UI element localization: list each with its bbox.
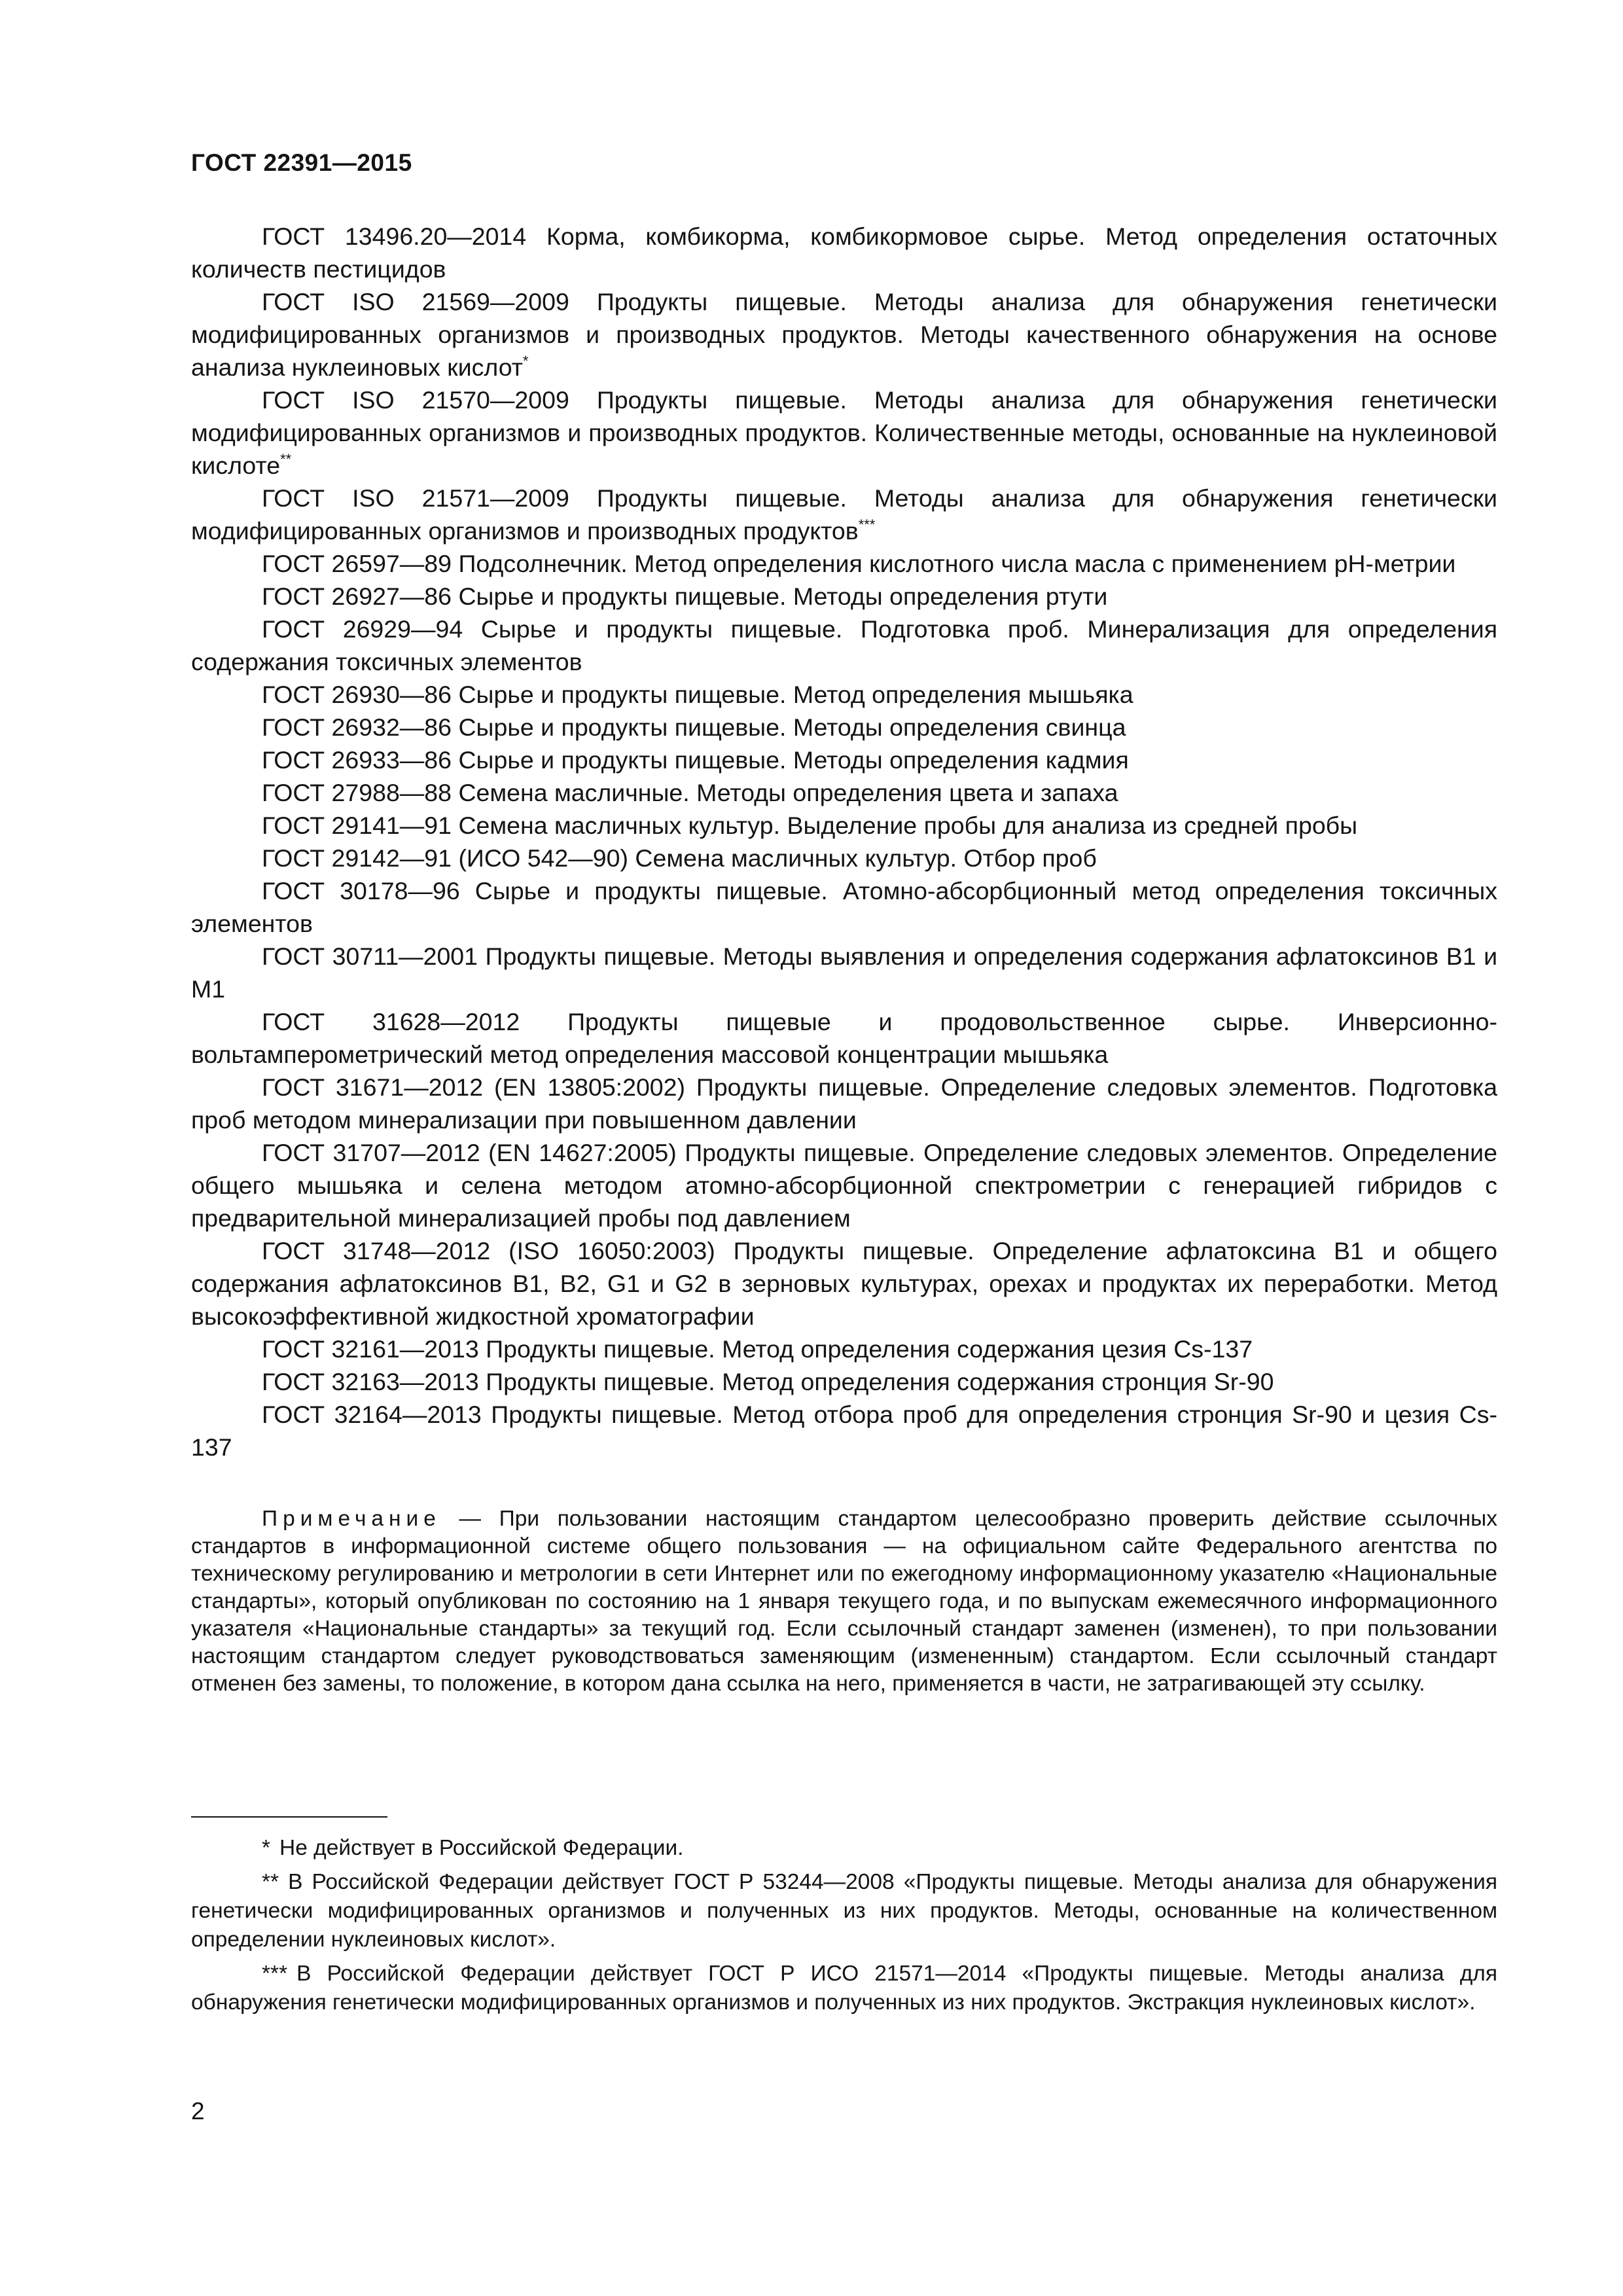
reference-item	[191, 1071, 1497, 1136]
reference-title: Сырье и продукты пищевые. Методы определения свинца	[458, 713, 1126, 741]
reference-code: ГОСТ 26597—89	[262, 550, 452, 577]
reference-title: Подсолнечник. Метод определения кислотного числа масла с применением рН-метрии	[458, 550, 1456, 577]
reference-code: ГОСТ 31748—2012 (ISO 16050:2003)	[262, 1237, 715, 1265]
reference-item	[191, 1398, 1497, 1463]
footnote-mark: ***	[262, 1962, 288, 1986]
reference-item	[191, 678, 1497, 711]
reference-title: Семена масличных культур. Отбор проб	[635, 844, 1097, 872]
reference-item	[191, 809, 1497, 842]
reference-item	[191, 384, 1497, 482]
reference-item	[191, 842, 1497, 874]
note-paragraph	[191, 1505, 1497, 1698]
reference-code: ГОСТ 13496.20—2014	[262, 223, 527, 250]
reference-title: Продукты пищевые. Определение следовых элементов. Определение общего мышьяка и селена методом атомно-абсорбционной спектрометрии с генерацией гибридов с предварительной минерализацией пробы под давлением	[191, 1139, 1497, 1232]
reference-item	[191, 1333, 1497, 1365]
reference-code: ГОСТ 31628—2012	[262, 1008, 520, 1035]
normative-references-list	[191, 220, 1497, 1463]
reference-code: ГОСТ 31671—2012 (EN 13805:2002)	[262, 1073, 686, 1101]
reference-title: Сырье и продукты пищевые. Методы определения кадмия	[458, 746, 1129, 774]
footnote-marker: *	[522, 353, 529, 369]
reference-title: Продукты пищевые. Методы анализа для обнаружения генетически модифицированных организмов и производных продуктов. Количественные методы, основанные на нуклеиновой кислоте	[191, 386, 1497, 479]
footnote-separator	[191, 1816, 387, 1818]
reference-item	[191, 744, 1497, 776]
reference-code: ГОСТ 32164—2013	[262, 1401, 482, 1428]
footnote-text: Не действует в Российской Федерации.	[279, 1836, 684, 1860]
footnote-mark: *	[262, 1836, 271, 1860]
reference-item	[191, 1136, 1497, 1234]
reference-code: ГОСТ ISO 21570—2009	[262, 386, 569, 414]
reference-code: ГОСТ 31707—2012 (EN 14627:2005)	[262, 1139, 677, 1166]
footnote-marker: **	[280, 451, 292, 467]
reference-item	[191, 711, 1497, 744]
reference-code: ГОСТ 26933—86	[262, 746, 452, 774]
reference-title: Продукты пищевые. Метод отбора проб для определения стронция Sr-90 и цезия Cs-137	[191, 1401, 1497, 1461]
note-label: Примечание	[262, 1507, 441, 1531]
reference-title: Продукты пищевые. Определение следовых элементов. Подготовка проб методом минерализации при повышенном давлении	[191, 1073, 1497, 1134]
reference-item	[191, 940, 1497, 1005]
page-header-doc-code: ГОСТ 22391—2015	[191, 149, 412, 176]
reference-item	[191, 580, 1497, 613]
reference-code: ГОСТ ISO 21571—2009	[262, 484, 569, 512]
reference-title: Сырье и продукты пищевые. Метод определения мышьяка	[458, 681, 1133, 708]
reference-title: Продукты пищевые. Определение афлатоксина В1 и общего содержания афлатоксинов В1, В2, G1 и G2 в зерновых культурах, орехах и продуктах их переработки. Метод высокоэффективной жидкостной хроматографии	[191, 1237, 1498, 1330]
reference-code: ГОСТ 32161—2013	[262, 1335, 479, 1363]
reference-code: ГОСТ 26929—94	[262, 615, 463, 643]
reference-title: Семена масличных культур. Выделение пробы для анализа из средней пробы	[458, 812, 1358, 839]
reference-item	[191, 220, 1497, 285]
reference-item	[191, 613, 1497, 678]
reference-code: ГОСТ 30711—2001	[262, 942, 478, 970]
footnote-item	[191, 1834, 1497, 1863]
footnote-mark: **	[262, 1870, 279, 1894]
reference-title: Продукты пищевые. Метод определения содержания стронция Sr-90	[486, 1368, 1274, 1395]
reference-code: ГОСТ 26930—86	[262, 681, 452, 708]
reference-title: Продукты пищевые. Метод определения содержания цезия Cs-137	[486, 1335, 1253, 1363]
reference-title: Продукты пищевые. Методы анализа для обнаружения генетически модифицированных организмов и производных продуктов	[191, 484, 1497, 545]
reference-item	[191, 1365, 1497, 1398]
reference-item	[191, 547, 1497, 580]
reference-title: Сырье и продукты пищевые. Атомно-абсорбционный метод определения токсичных элементов	[191, 877, 1497, 937]
reference-item	[191, 1005, 1497, 1071]
reference-code: ГОСТ 26927—86	[262, 583, 452, 610]
reference-item	[191, 482, 1497, 547]
reference-code: ГОСТ ISO 21569—2009	[262, 288, 569, 315]
reference-code: ГОСТ 30178—96	[262, 877, 460, 905]
note-text: — При пользовании настоящим стандартом целесообразно проверить действие ссылочных стандартов в информационной системе общего пользования — на официальном сайте Федерального агентства по техническому регулированию и метрологии в сети Интернет или по ежегодному информационному указателю «Национальные стандарты», который опубликован по состоянию на 1 января текущего года, и по выпускам ежемесячного информационного указателя «Национальные стандарты» за текущий год. Если ссылочный стандарт заменен (изменен), то при пользовании настоящим стандартом следует руководствоваться заменяющим (измененным) стандартом. Если ссылочный стандарт отменен без замены, то положение, в котором дана ссылка на него, применяется в части, не затрагивающей эту ссылку.	[191, 1507, 1497, 1696]
reference-code: ГОСТ 27988—88	[262, 779, 452, 806]
reference-item	[191, 776, 1497, 809]
reference-title: Продукты пищевые и продовольственное сырье. Инверсионно-вольтамперометрический метод определения массовой концентрации мышьяка	[191, 1008, 1498, 1068]
reference-title: Семена масличные. Методы определения цвета и запаха	[458, 779, 1118, 806]
reference-code: ГОСТ 29141—91	[262, 812, 452, 839]
footnote-text: В Российской Федерации действует ГОСТ Р ИСО 21571—2014 «Продукты пищевые. Методы анализа для обнаружения генетически модифицированных организмов и полученных из них продуктов. Экстракция нуклеиновых кислот».	[191, 1962, 1497, 2015]
reference-item	[191, 285, 1497, 384]
reference-code: ГОСТ 26932—86	[262, 713, 452, 741]
reference-title: Сырье и продукты пищевые. Методы определения ртути	[458, 583, 1108, 610]
reference-title: Продукты пищевые. Методы выявления и определения содержания афлатоксинов В1 и М1	[191, 942, 1498, 1003]
reference-title: Сырье и продукты пищевые. Подготовка проб. Минерализация для определения содержания токсичных элементов	[191, 615, 1498, 675]
reference-item	[191, 874, 1497, 940]
reference-code: ГОСТ 32163—2013	[262, 1368, 479, 1395]
footnote-marker: ***	[858, 516, 876, 533]
footnotes	[191, 1834, 1497, 2022]
footnote-text: В Российской Федерации действует ГОСТ Р 53244—2008 «Продукты пищевые. Методы анализа для обнаружения генетически модифицированных организмов и полученных из них продуктов. Методы, основанные на количественном определении нуклеиновых кислот».	[191, 1870, 1497, 1952]
page-number: 2	[191, 2098, 205, 2125]
reference-code: ГОСТ 29142—91 (ИСО 542—90)	[262, 844, 628, 872]
footnote-item	[191, 1868, 1497, 1954]
reference-item	[191, 1234, 1497, 1333]
footnote-item	[191, 1960, 1497, 2017]
reference-title: Корма, комбикорма, комбикормовое сырье. Метод определения остаточных количеств пестицидов	[191, 223, 1497, 283]
reference-title: Продукты пищевые. Методы анализа для обнаружения генетически модифицированных организмов и производных продуктов. Методы качественного обнаружения на основе анализа нуклеиновых кислот	[191, 288, 1497, 381]
